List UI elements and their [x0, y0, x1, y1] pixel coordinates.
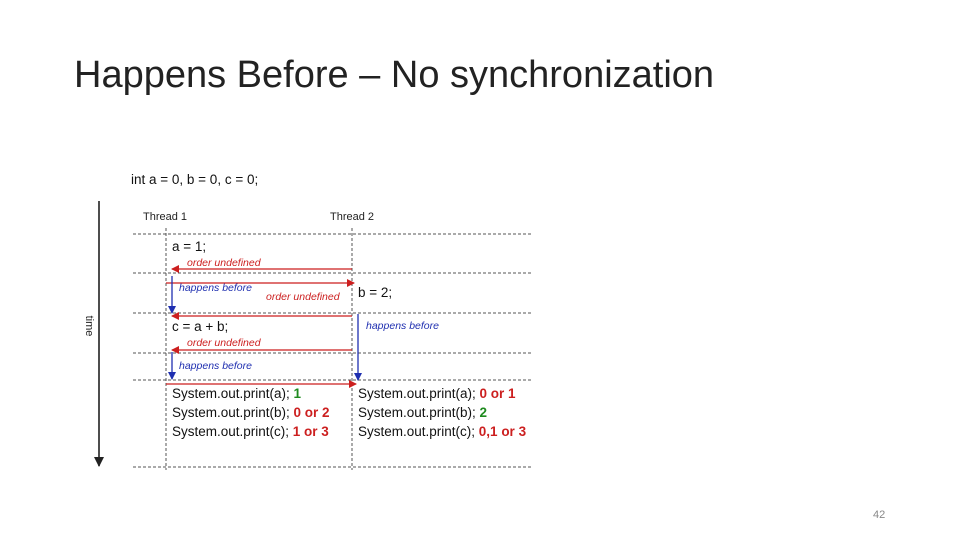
happens-before-label: happens before — [366, 320, 439, 332]
thread2-header: Thread 2 — [330, 211, 375, 223]
order-undefined-label: order undefined — [266, 291, 340, 303]
thread1-print-code: System.out.print(c); — [172, 424, 293, 439]
thread2-print-code: System.out.print(b); — [358, 405, 480, 420]
slide-title: Happens Before – No synchronization — [74, 54, 715, 96]
time-axis-label: time — [83, 315, 95, 337]
thread2-print-answer: 2 — [479, 405, 488, 420]
thread1-print-line — [172, 386, 302, 401]
thread1-print-answer: 1 — [293, 386, 302, 401]
thread2-print-line — [358, 405, 487, 420]
thread1-print-answer: 0 or 2 — [293, 405, 330, 420]
page-number: 42 — [873, 509, 886, 521]
thread2-print-line — [358, 386, 516, 401]
thread1-statement-a: a = 1; — [172, 239, 207, 254]
thread1-print-statements — [172, 386, 330, 439]
thread2-print-line — [358, 424, 527, 439]
happens-before-label: happens before — [179, 360, 252, 372]
thread1-print-line — [172, 405, 330, 420]
thread1-statement-c: c = a + b; — [172, 319, 229, 334]
thread2-print-statements — [358, 386, 527, 439]
thread1-print-code: System.out.print(b); — [172, 405, 294, 420]
thread2-print-code: System.out.print(a); — [358, 386, 480, 401]
thread2-print-answer: 0,1 or 3 — [478, 424, 527, 439]
thread1-header: Thread 1 — [143, 211, 188, 223]
thread1-print-line — [172, 424, 329, 439]
thread2-statement-b: b = 2; — [358, 285, 393, 300]
happens-before-label: happens before — [179, 282, 252, 294]
variable-declaration: int a = 0, b = 0, c = 0; — [131, 172, 259, 187]
thread2-print-answer: 0 or 1 — [479, 386, 516, 401]
thread2-print-code: System.out.print(c); — [358, 424, 479, 439]
order-undefined-label: order undefined — [187, 337, 261, 349]
thread1-print-code: System.out.print(a); — [172, 386, 294, 401]
thread1-print-answer: 1 or 3 — [292, 424, 329, 439]
order-undefined-label: order undefined — [187, 257, 261, 269]
